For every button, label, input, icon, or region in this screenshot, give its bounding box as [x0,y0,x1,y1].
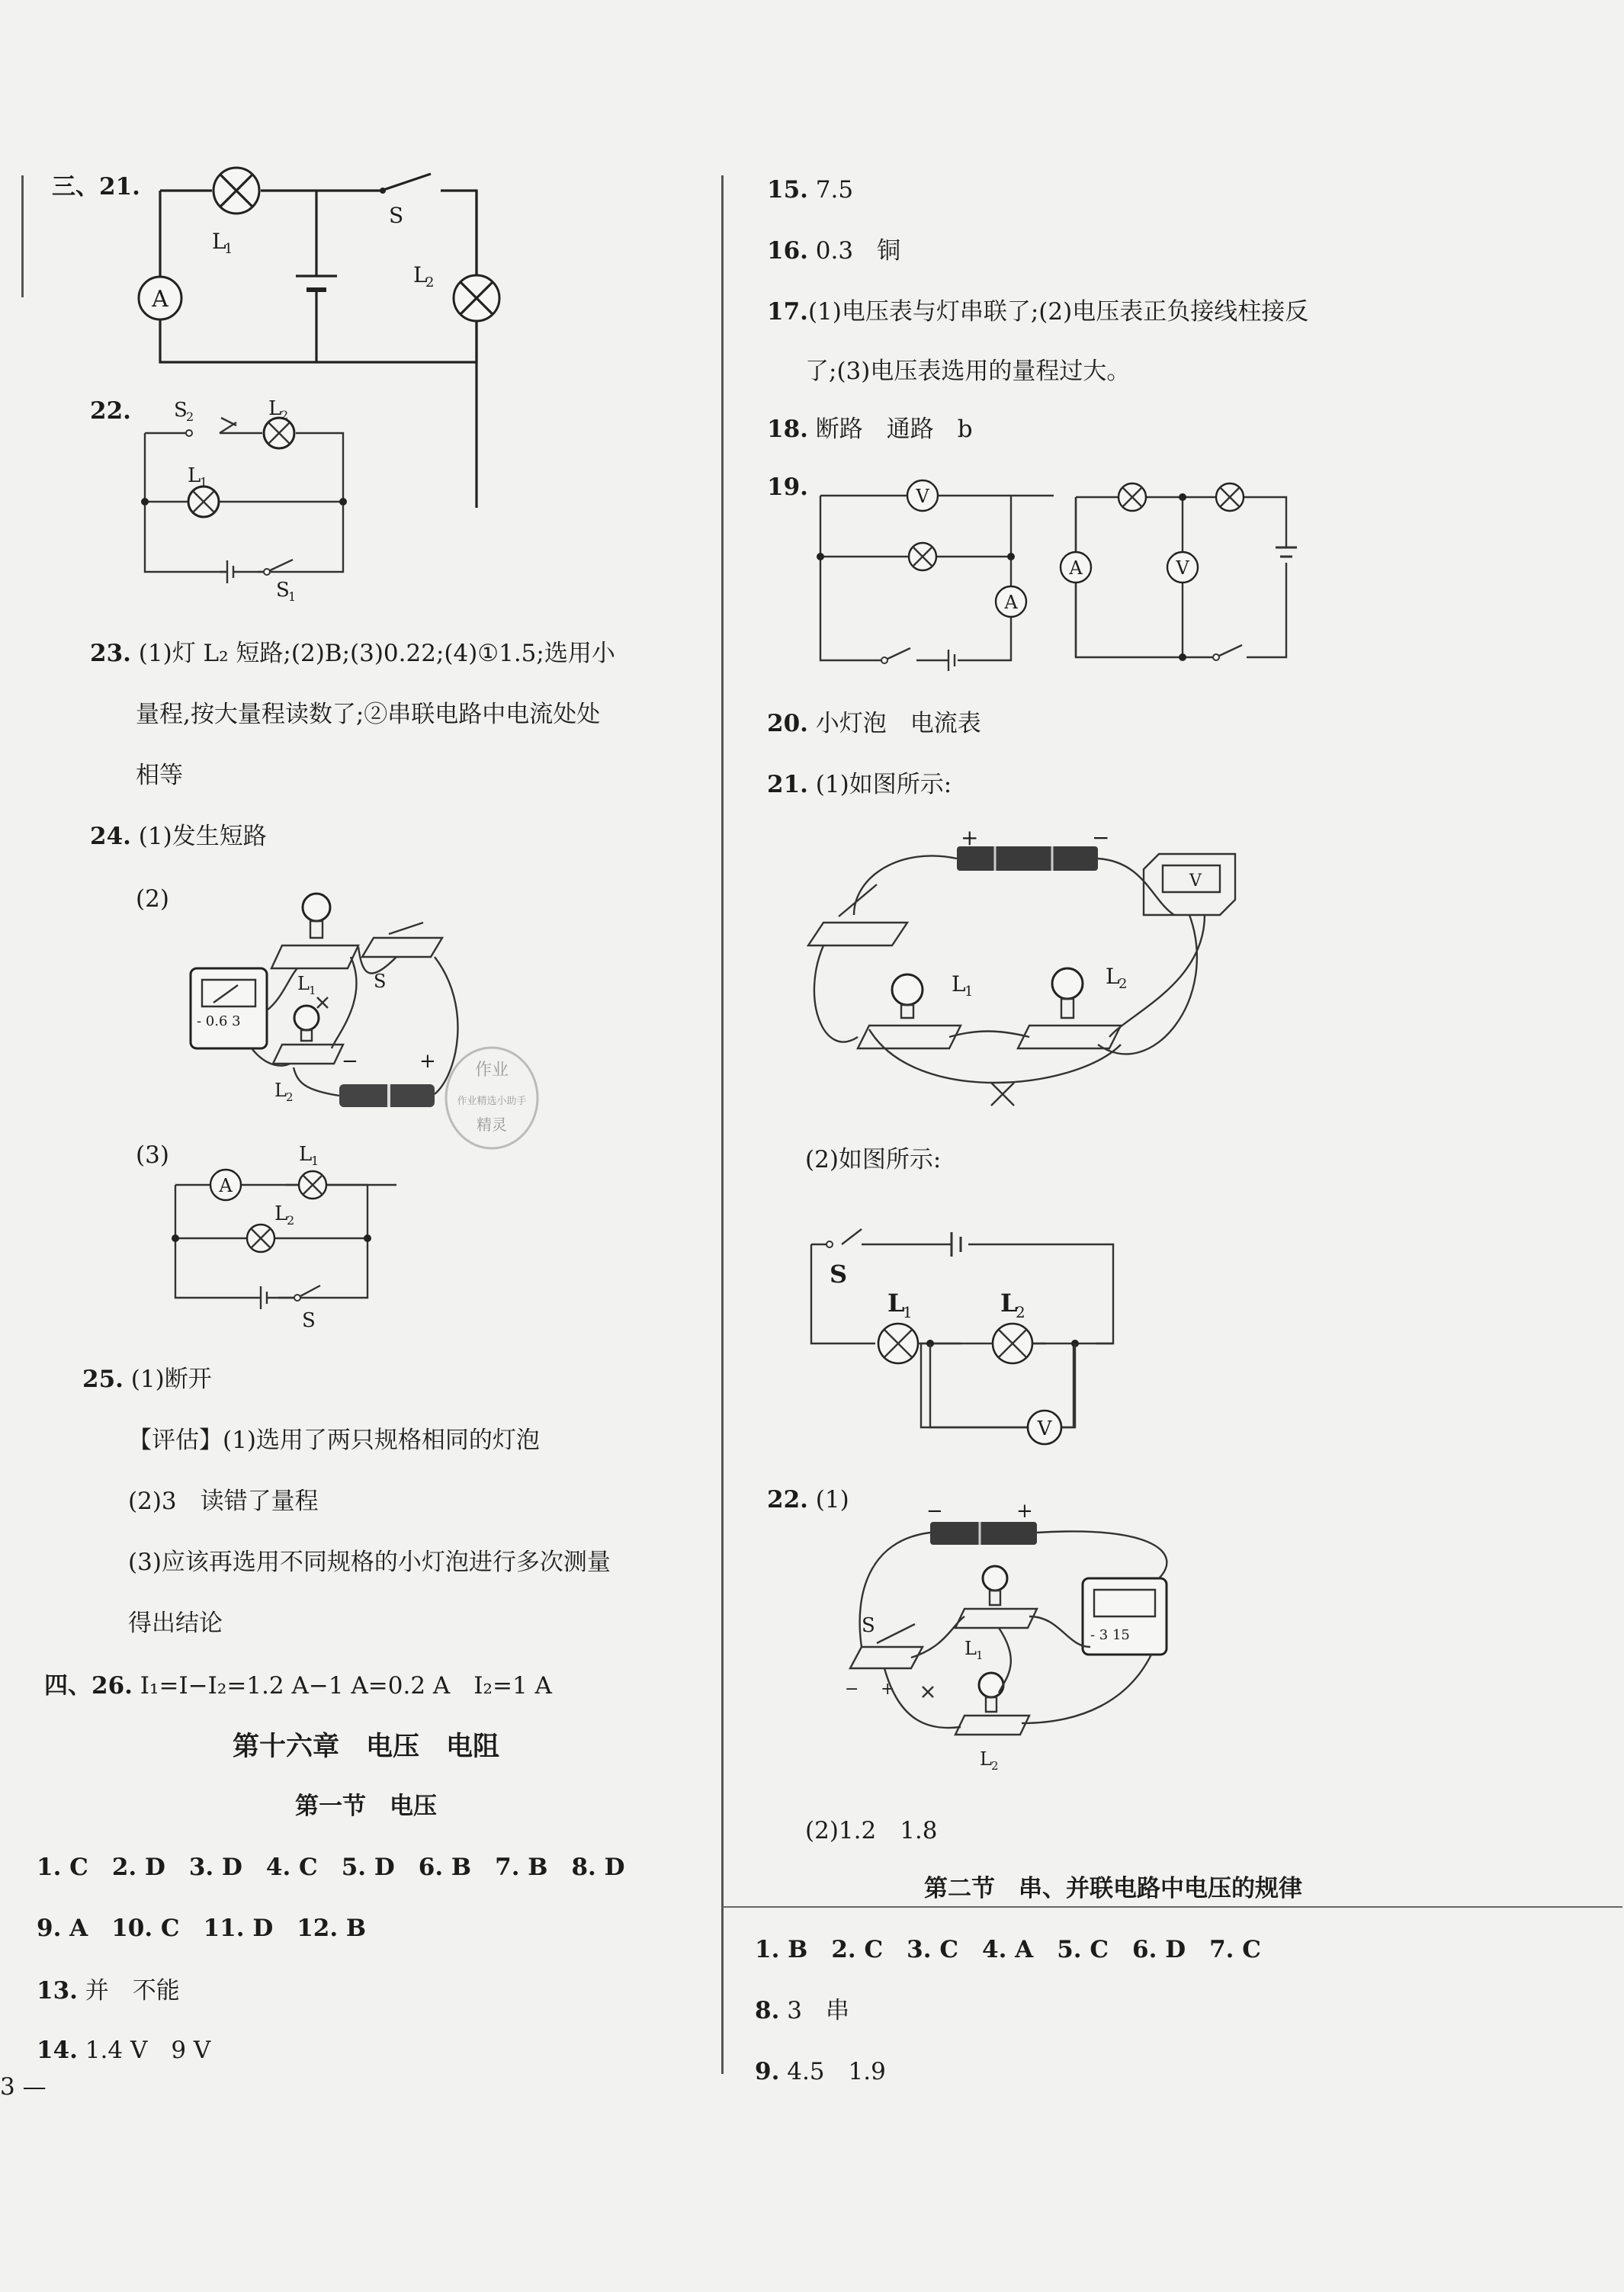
q16-text: 0.3 铜 [815,237,901,265]
svg-text:−: − [926,1500,943,1523]
q8-text: 3 串 [787,1997,849,2024]
section-rule [723,1906,1622,1908]
q23-line2: 量程,按大量程读数了;②串联电路中电流处处 [136,701,601,728]
q9-number: 9. [755,2058,780,2085]
q20-text: 小灯泡 电流表 [815,710,981,737]
svg-text:A: A [219,1175,233,1196]
svg-text:2: 2 [991,1759,999,1773]
svg-text:S: S [389,203,404,228]
svg-text:+: + [1016,1500,1033,1523]
q21-circuit-diagram [130,168,496,374]
q15-number: 15. [767,176,808,204]
q17-line1: (1)电压表与灯串联了;(2)电压表正负接线柱接反 [807,298,1309,326]
chapter-title: 第十六章 电压 电阻 [232,1731,499,1762]
svg-text:2: 2 [287,1213,295,1228]
q23-number: 23. [90,640,131,667]
q25-part1: (1)断开 [130,1366,212,1393]
q20-number: 20. [767,710,808,737]
q26-text: I₁=I−I₂=1.2 A−1 A=0.2 A I₂=1 A [140,1672,552,1700]
q8-number: 8. [755,1997,780,2024]
svg-text:2: 2 [1016,1303,1025,1321]
column-divider [721,175,724,2074]
svg-text:1: 1 [200,475,208,490]
bulb-l2 [1052,968,1083,999]
homework-stamp [442,1045,541,1151]
q9-text: 4.5 1.9 [787,2058,886,2085]
bulb-l1 [892,974,923,1005]
svg-text:L: L [1106,964,1120,989]
q24-number: 24. [90,823,131,850]
svg-text:L: L [980,1748,992,1770]
left-edge-mark [21,175,24,297]
q24-part3-circuit-diagram [168,1136,381,1342]
q21-part1: (1)如图所示: [815,771,952,798]
svg-text:2: 2 [281,408,289,422]
svg-text:V: V [916,486,929,507]
q21-part2-circuit-diagram [808,1209,1121,1446]
svg-text:L: L [1000,1289,1018,1318]
q14-text: 1.4 V 9 V [85,2037,211,2064]
bulb-l1 [983,1566,1007,1591]
svg-text:2: 2 [286,1090,294,1104]
q13-number: 13. [37,1977,78,2005]
q22-number-right: 22. [767,1486,808,1514]
q14-number: 14. [37,2037,78,2064]
answers-row-1: 1. C 2. D 3. D 4. C 5. D 6. B 7. B 8. D [37,1854,625,1881]
q13-text: 并 不能 [85,1977,180,2005]
q19-circuit-diagram-2 [1071,480,1308,679]
svg-text:- 0.6 3: - 0.6 3 [197,1013,241,1029]
q24-part1: (1)发生短路 [138,823,267,850]
svg-text:V: V [1037,1417,1052,1440]
q25-number: 25. [82,1366,124,1393]
q25-eval-4: 得出结论 [128,1610,223,1637]
q21-physical-circuit-illustration [808,825,1266,1106]
svg-text:L: L [188,464,201,487]
answers-row-2: 9. A 10. C 11. D 12. B [37,1915,367,1942]
q22-circuit-diagram [137,396,366,602]
answers-row-right-1: 1. B 2. C 3. C 4. A 5. C 6. D 7. C [755,1936,1261,1963]
q18-number: 18. [767,416,808,443]
svg-text:1: 1 [224,241,233,257]
svg-text:作业精选小助手: 作业精选小助手 [457,1096,527,1107]
svg-text:−: − [845,1680,859,1699]
q17-number: 17. [767,298,808,326]
battery [339,1084,435,1107]
q22-part1-label: (1) [815,1486,849,1514]
q19-circuit-diagram-1 [816,473,1037,679]
svg-text:L: L [887,1289,905,1318]
q25-eval-1: 【评估】(1)选用了两只规格相同的灯泡 [128,1427,540,1454]
q25-eval-3: (3)应该再选用不同规格的小灯泡进行多次测量 [128,1549,611,1576]
q22-part2: (2)1.2 1.8 [805,1817,938,1844]
svg-text:S: S [862,1614,875,1637]
svg-text:S: S [302,1309,316,1332]
svg-text:L: L [268,397,282,420]
svg-text:+: + [961,825,979,850]
svg-text:作业: 作业 [474,1061,509,1080]
svg-text:S: S [174,399,188,422]
q21-part2-label: (2)如图所示: [805,1146,942,1173]
svg-text:+: + [881,1680,895,1699]
svg-text:L: L [299,1143,313,1166]
svg-text:1: 1 [309,984,316,997]
bulb-l2 [979,1673,1003,1697]
q16-number: 16. [767,237,808,265]
svg-text:1: 1 [311,1154,319,1168]
q26-number: 四、26. [44,1672,133,1700]
page-number: 3 — [0,2073,47,2101]
svg-text:2: 2 [186,409,194,424]
svg-text:L: L [274,1080,287,1101]
q24-part2-label: (2) [136,885,169,913]
svg-text:L: L [274,1202,288,1225]
svg-text:2: 2 [1119,976,1128,992]
svg-text:A: A [152,286,168,313]
svg-text:A: A [1069,557,1083,579]
svg-text:−: − [1092,825,1110,850]
svg-text:2: 2 [425,274,435,291]
svg-text:V: V [1189,872,1202,891]
svg-text:+: + [419,1050,436,1073]
svg-text:V: V [1176,557,1189,579]
q19-number: 19. [767,473,808,501]
svg-text:1: 1 [288,589,297,604]
section-title-voltage: 第一节 电压 [295,1793,437,1820]
svg-text:精灵: 精灵 [477,1116,507,1134]
svg-text:1: 1 [964,984,974,1000]
svg-text:- 3 15: - 3 15 [1090,1627,1130,1643]
svg-text:S: S [276,579,290,602]
q15-text: 7.5 [815,176,854,204]
svg-text:−: − [342,1050,358,1073]
svg-text:1: 1 [976,1648,984,1662]
q18-text: 断路 通路 b [815,416,973,443]
q17-line2: 了;(3)电压表选用的量程过大。 [805,358,1131,385]
svg-text:S: S [374,971,387,992]
svg-text:L: L [952,971,966,997]
svg-text:1: 1 [903,1303,913,1321]
q21-number: 三、21. [52,173,140,201]
svg-text:L: L [413,262,428,287]
svg-text:S: S [830,1260,848,1289]
q25-eval-2: (2)3 读错了量程 [128,1488,319,1515]
bulb-l1 [303,894,330,921]
q24-part3-label: (3) [136,1141,169,1169]
svg-text:L: L [297,973,310,994]
svg-text:L: L [964,1638,977,1659]
q21-number-right: 21. [767,771,808,798]
q22-physical-circuit-illustration [839,1494,1197,1784]
bulb-l2 [294,1006,319,1030]
q23-line1: (1)灯 L₂ 短路;(2)B;(3)0.22;(4)①1.5;选用小 [138,640,615,667]
battery [930,1522,1037,1545]
section-title-series-parallel: 第二节 串、并联电路中电压的规律 [924,1875,1302,1902]
q23-line3: 相等 [136,762,183,789]
q22-number: 22. [90,397,131,425]
svg-text:A: A [1004,592,1018,613]
svg-text:L: L [212,229,226,254]
